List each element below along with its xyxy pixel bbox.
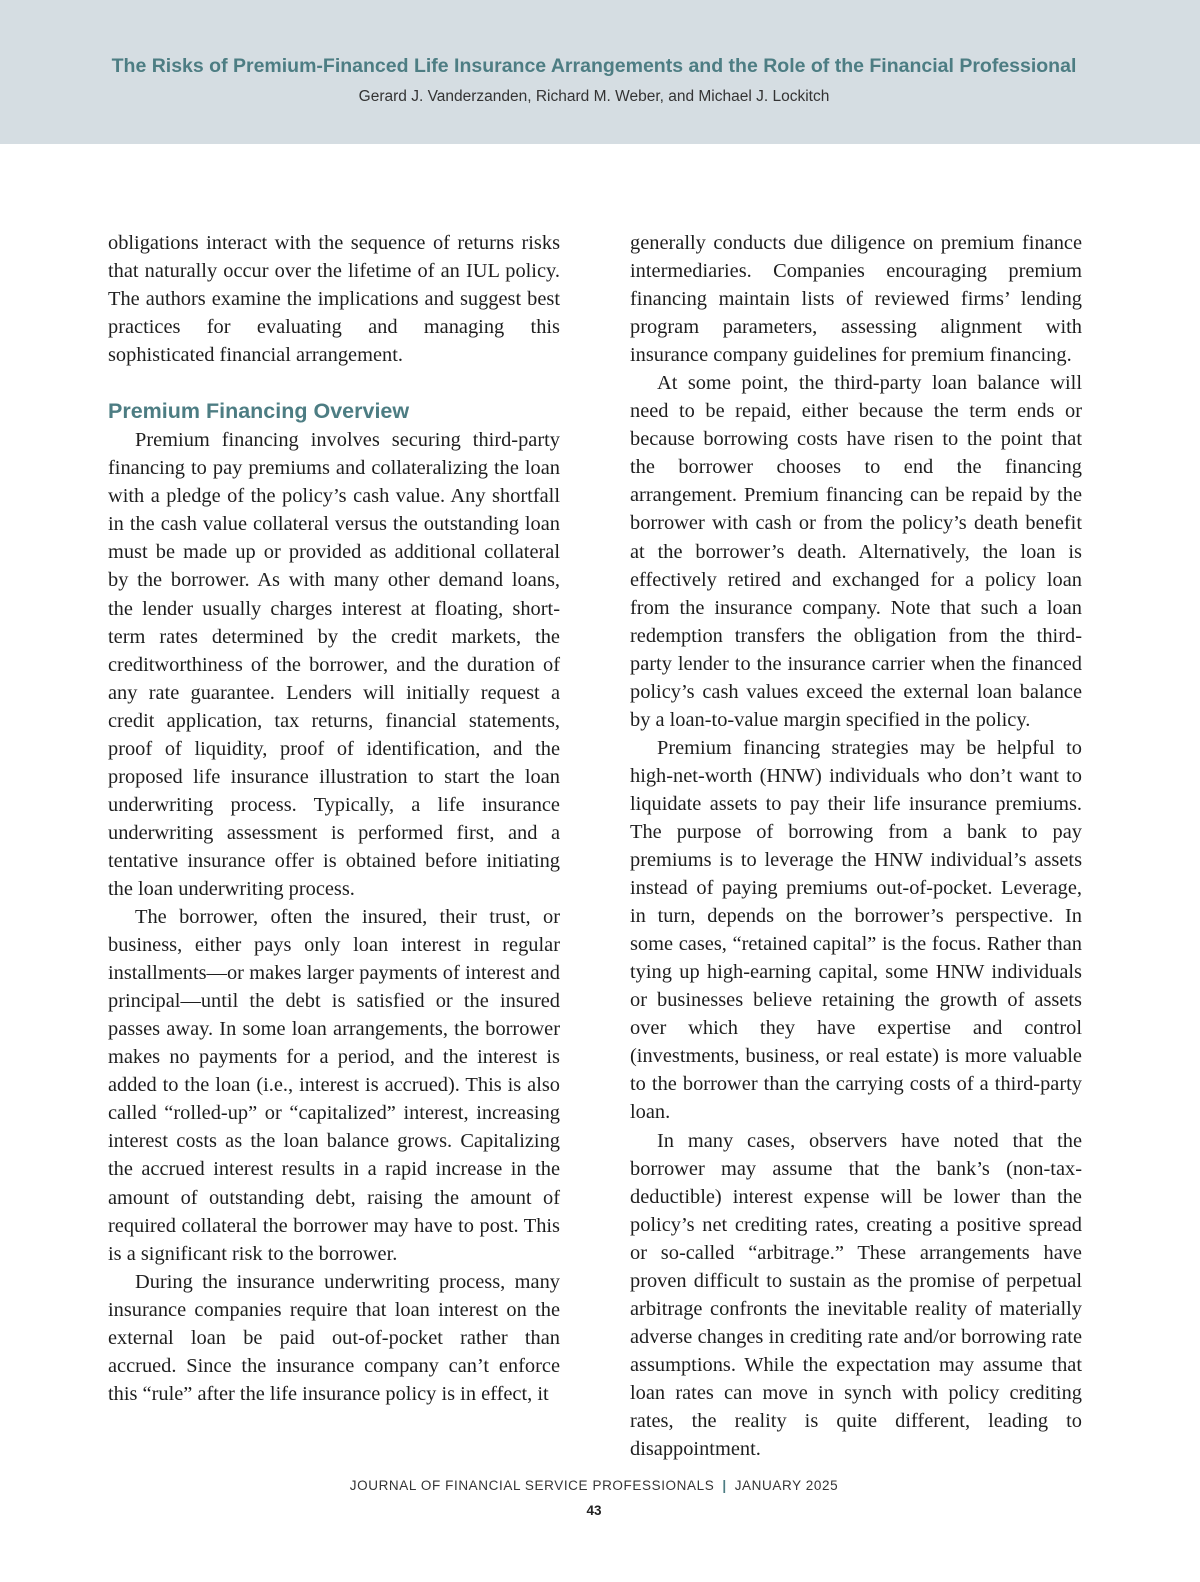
body-paragraph: Premium financing involves securing third-party financing to pay premiums and collateralizing the loan with a pledge of the policy’s cash value. Any shortfall in the cash value collateral versus the outstanding loan must be made up or provided as additional collateral by the borrower. As with many other demand loans, the lender usually charges interest at floating, short-term rates determined by the credit markets, the creditworthiness of the borrower, and the duration of any rate guarantee. Lenders will initially request a credit application, tax returns, financial statements, proof of liquidity, proof of identification, and the proposed life insurance illustration to start the loan underwriting process. Typically, a life insurance underwriting assessment is performed first, and a tentative insurance offer is obtained before initiating the loan underwriting process. — [108, 429, 560, 900]
body-paragraph: During the insurance underwriting process, many insurance companies require that loan interest on the external loan be paid out-of-pocket rather than accrued. Since the insurance company can’t enforce this “rule” after the life insurance policy is in effect, it — [108, 1270, 560, 1405]
continuation-paragraph: generally conducts due diligence on premium finance intermediaries. Companies encouraging premium financing maintain lists of reviewed firms’ lending program parameters, assessing alignment with insurance company guidelines for premium financing. — [630, 232, 1082, 367]
article-title: The Risks of Premium-Financed Life Insurance Arrangements and the Role of the Financial Professional — [111, 55, 1077, 77]
issue-date: JANUARY 2025 — [734, 1478, 839, 1493]
journal-name: JOURNAL OF FINANCIAL SERVICE PROFESSIONALS — [349, 1478, 715, 1493]
section-heading: Premium Financing Overview — [108, 399, 410, 424]
page-footer — [0, 1478, 1188, 1493]
body-paragraph: The borrower, often the insured, their trust, or business, either pays only loan interest in regular installments—or makes larger payments of interest and principal—until the debt is satisfied or the insured passes away. In some loan arrangements, the borrower makes no payments for a period, and the interest is added to the loan (i.e., interest is accrued). This is also called “rolled-up” or “capitalized” interest, increasing interest costs as the loan balance grows. Capitalizing the accrued interest results in a rapid increase in the amount of outstanding debt, raising the amount of required collateral the borrower may have to post. This is a significant risk to the borrower. — [108, 906, 560, 1265]
body-paragraph: In many cases, observers have noted that the borrower may assume that the bank’s (non-tax-deductible) interest expense will be lower than the policy’s net crediting rates, creating a positive spread or so-called “arbitrage.” These arrangements have proven difficult to sustain as the promise of perpetual arbitrage confronts the inevitable reality of materially adverse changes in crediting rate and/or borrowing rate assumptions. While the expectation may assume that loan rates can move in synch with policy crediting rates, the reality is quite different, leading to disappointment. — [630, 1129, 1082, 1461]
right-column — [630, 229, 1082, 1463]
body-paragraph: At some point, the third-party loan balance will need to be repaid, either because the term ends or because borrowing costs have risen to the point that the borrower chooses to end the financing arrangement. Premium financing can be repaid by the borrower with cash or from the policy’s death benefit at the borrower’s death. Alternatively, the loan is effectively retired and exchanged for a policy loan from the insurance company. Note that such a loan redemption transfers the obligation from the third-party lender to the insurance carrier when the financed policy’s cash values exceed the external loan balance by a loan-to-value margin specified in the policy. — [630, 372, 1082, 731]
page-number: 43 — [586, 1503, 602, 1518]
left-column — [108, 229, 560, 1408]
footer-separator: | — [722, 1478, 727, 1493]
intro-paragraph: obligations interact with the sequence of returns risks that naturally occur over the lifetime of an IUL policy. The authors examine the implications and suggest best practices for evaluating and managing this sophisticated financial arrangement. — [108, 232, 560, 367]
article-authors: Gerard J. Vanderzanden, Richard M. Weber, and Michael J. Lockitch — [358, 88, 830, 105]
body-paragraph: Premium financing strategies may be helpful to high-net-worth (HNW) individuals who don’t want to liquidate assets to pay their life insurance premiums. The purpose of borrowing from a bank to pay premiums is to leverage the HNW individual’s assets instead of paying premiums out-of-pocket. Leverage, in turn, depends on the borrower’s perspective. In some cases, “retained capital” is the focus. Rather than tying up high-earning capital, some HNW individuals or businesses believe retaining the growth of assets over which they have expertise and control (investments, business, or real estate) is more valuable to the borrower than the carrying costs of a third-party loan. — [630, 736, 1082, 1124]
running-header — [0, 0, 1200, 144]
